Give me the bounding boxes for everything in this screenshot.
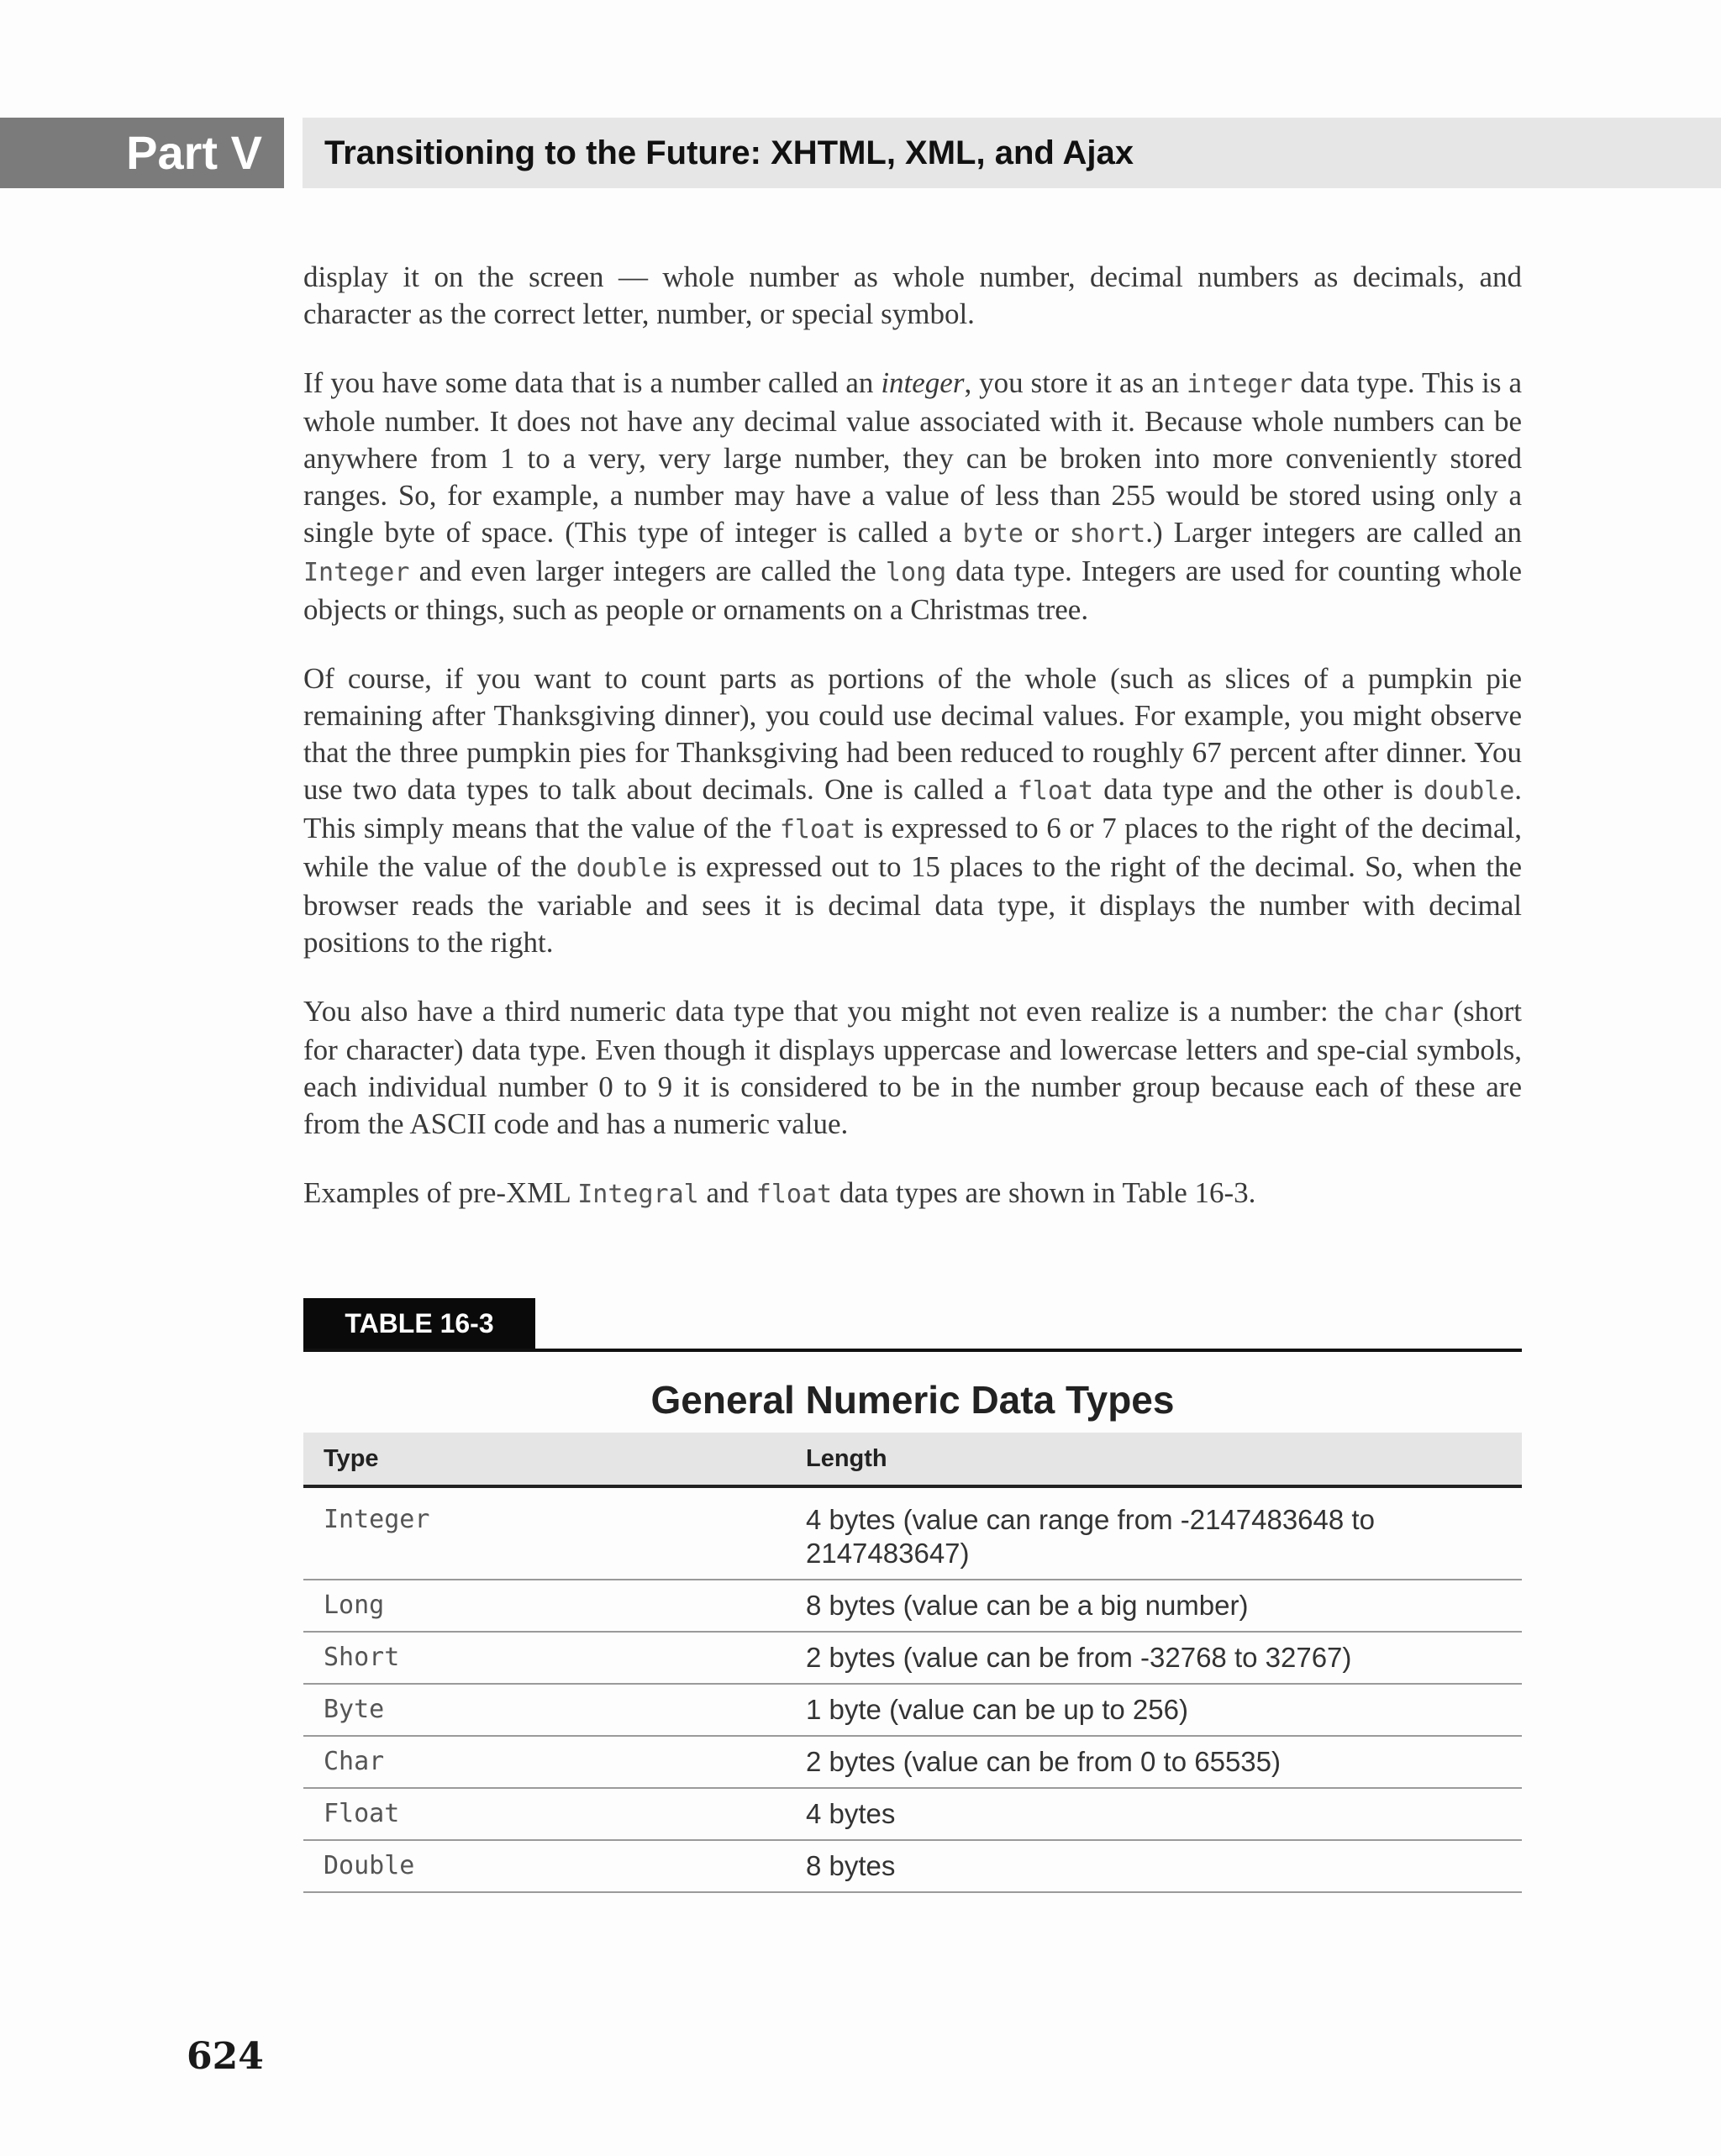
text-run: You also have a third numeric data type that you might not even realize is a number: the (303, 995, 1383, 1028)
text-run: and (698, 1176, 756, 1209)
text-run: , you store it as an (964, 366, 1187, 399)
page-number: 624 (187, 2035, 264, 2078)
text-run: Of course, if you want to count parts as portions of the whole (such as slices of a pumpkin pie remaining after Thanksgiving dinner), you could use decimal values. For example, you might observe that the three pumpkin pies for Thanksgiving had been reduced to roughly 67 percent after dinner. You use two data types to talk about decimals. One is called a (303, 662, 1522, 806)
code-term: byte (962, 519, 1024, 549)
table-header-row (303, 1433, 1522, 1486)
table-row (303, 1632, 1522, 1684)
code-term: short (1069, 519, 1146, 549)
text-run: data type. This is a whole number. It does not have any decimal value associated with it. Because whole numbers can be anywhere from 1 to a very, very large number, they can be broken into more conveniently stored ranges. So, for example, a number may have a value of less than 255 would be stored using only a single byte of space. (This type of integer is called a (303, 366, 1522, 549)
table-title: General Numeric Data Types (650, 1378, 1175, 1422)
type-cell: Long (303, 1580, 786, 1632)
type-cell: Short (303, 1632, 786, 1684)
type-cell: Float (303, 1788, 786, 1840)
table-label-row (303, 1298, 1522, 1352)
text-run: is expressed to 6 or 7 places to the right of the decimal, while the value of the (303, 812, 1522, 883)
table-row (303, 1736, 1522, 1788)
length-cell: 8 bytes (786, 1840, 1522, 1892)
code-term: Integral (577, 1180, 699, 1209)
column-header-length: Length (786, 1433, 1522, 1486)
table-row (303, 1486, 1522, 1580)
paragraph-4 (303, 993, 1522, 1143)
type-cell: Byte (303, 1684, 786, 1736)
code-term: float (1017, 776, 1094, 806)
length-cell: 2 bytes (value can be from -32768 to 32767) (786, 1632, 1522, 1684)
code-term: double (576, 854, 668, 883)
table-row (303, 1840, 1522, 1892)
table-row (303, 1580, 1522, 1632)
type-cell: Integer (303, 1486, 786, 1580)
length-cell: 4 bytes (value can range from -2147483648 to 2147483647) (786, 1486, 1522, 1580)
text-run: data type. Integers are used for counting whole objects or things, such as people or ornaments on a Christmas tree. (303, 555, 1522, 626)
text-run: . This simply means that the value of the (303, 773, 1523, 844)
code-term: char (1382, 998, 1445, 1028)
table-row (303, 1788, 1522, 1840)
length-cell: 4 bytes (786, 1788, 1522, 1840)
code-term: float (779, 815, 856, 844)
text-run: display it on the screen — whole number as whole number, decimal numbers as decimals, and character as the correct letter, number, or special symbol. (303, 260, 1522, 330)
paragraph-1 (303, 259, 1522, 333)
chapter-title: Transitioning to the Future: XHTML, XML, and Ajax (303, 118, 1721, 188)
text-run: and even larger integers are called the (409, 555, 886, 587)
length-cell: 1 byte (value can be up to 256) (786, 1684, 1522, 1736)
text-run: Examples of pre-XML (303, 1176, 578, 1209)
text-run: .) Larger integers are called an (1145, 516, 1523, 549)
part-label: Part V (0, 118, 284, 188)
text-run: or (1023, 516, 1070, 549)
code-term: long (885, 558, 947, 587)
table-number-label: TABLE 16-3 (303, 1298, 535, 1349)
emphasis: integer (881, 366, 965, 399)
body-text (303, 259, 1522, 1245)
paragraph-5 (303, 1175, 1522, 1213)
length-cell: 8 bytes (value can be a big number) (786, 1580, 1522, 1632)
code-term: Integer (303, 558, 410, 587)
length-cell: 2 bytes (value can be from 0 to 65535) (786, 1736, 1522, 1788)
paragraph-2 (303, 365, 1522, 628)
text-run: (short for character) data type. Even though it displays uppercase and lowercase letters and spe-cial symbols, each individual number 0 to 9 it is considered to be in the number group because each of these are from the ASCII code and has a numeric value. (303, 995, 1522, 1140)
text-run: is expressed out to 15 places to the right of the decimal. So, when the browser reads the variable and sees it is decimal data type, it displays the number with decimal positions to the right. (303, 850, 1522, 959)
text-run: data type and the other is (1093, 773, 1424, 806)
paragraph-3 (303, 660, 1522, 961)
code-term: double (1423, 776, 1515, 806)
text-run: If you have some data that is a number called an (303, 366, 882, 399)
table-row (303, 1684, 1522, 1736)
code-term: float (755, 1180, 833, 1209)
table-block (303, 1298, 1522, 1893)
type-cell: Double (303, 1840, 786, 1892)
type-cell: Char (303, 1736, 786, 1788)
code-term: integer (1187, 370, 1293, 399)
text-run: data types are shown in Table 16-3. (832, 1176, 1256, 1209)
data-types-table (303, 1433, 1522, 1893)
column-header-type: Type (303, 1433, 786, 1486)
